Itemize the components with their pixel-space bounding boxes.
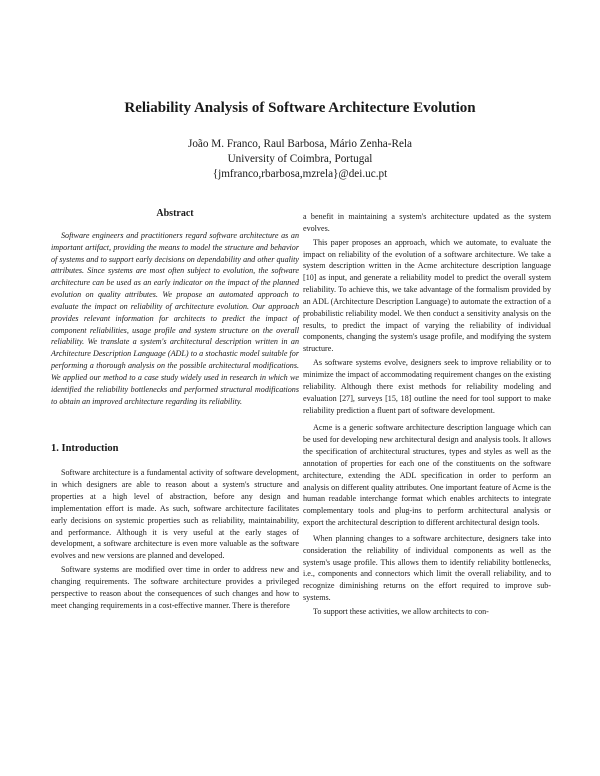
right-paragraph-5: To support these activities, we allow architects to con-	[313, 607, 489, 616]
abstract-heading: Abstract	[156, 208, 194, 219]
left-column	[51, 208, 299, 611]
right-paragraph-4: When planning changes to a software architecture, designers take into consideration the reliability of individual components as well as the system's usage profile. This allows them to identify reliability bottlenecks, i.e., components and connectors which limit the overall reliability, and to recognize diminishing returns on the effort required to improve sub-systems.	[303, 533, 551, 603]
abstract-text: Software engineers and practitioners regard software architecture as an important artifact, providing the means to model the structure and behavior of systems and to support early decisions on dependability and other quality attributes. Since systems are most often subject to evolution, the software architecture can be used as an early indicator on the impact of the planned evolution on quality attributes. We propose an automated approach to evaluate the impact on reliability of architecture evolution. Our approach provides relevant information for architects to predict the impact of component reliabilities, usage profile and system structure on the overall reliability. We translate a system's architectural description written in an Architecture Description Language (ADL) to a stochastic model suitable for performing a thorough analysis on the possible architectural modifications. We applied our method to a case study widely used in research in which we identified the reliability bottlenecks and performed structural modifications to obtain an improved architecture regarding its reliability.	[51, 230, 299, 406]
author-block	[0, 137, 600, 182]
right-paragraph-3: Acme is a generic software architecture description language which can be used for developing new architectural design and analysis tools. It allows the specification of architectural structures, types and styles as well as the annotation of properties for each one of the constituents on the software architecture, extending the ADL specification in order to perform an analysis on different quality attributes. One important feature of Acme is the human readable interchange format which enables architects to integrate complementary tools and plug-ins to perform architectural analysis or export the architectural description to different architectural design tools.	[303, 423, 551, 528]
introduction-heading: 1. Introduction	[51, 442, 119, 454]
right-paragraph-1: This paper proposes an approach, which we automate, to evaluate the impact on reliability of the evolution of a software architecture. We take a system description written in the Acme architecture description language [10] as input, and generate a reliability model to predict the overall system reliability. To achieve this, we take advantage of the formalism provided by an ADL (Architecture Description Language) to automate the extraction of a probabilistic reliability model. We then conduct a sensitivity analysis on the results, to predict the impact of varying the reliability of individual components, changing the system's usage profile, and modifying the system structure.	[303, 237, 551, 354]
paper-title: Reliability Analysis of Software Architecture Evolution	[124, 100, 476, 116]
intro-paragraph-1: Software architecture is a fundamental activity of software development, in which designers are able to reason about a system's structure and properties at a high level of abstraction, before any design and implementation effort is made. As such, software architecture facilitates early decisions on systemic properties such as reliability, maintainability, and performance. Although it is very useful at the early stages of development, a software architecture is even more valuable as the software evolves and new versions are planned and developed.	[51, 468, 299, 561]
right-paragraph-0: a benefit in maintaining a system's architecture updated as the system evolves.	[303, 212, 551, 233]
email: {jmfranco,rbarbosa,mzrela}@dei.uc.pt	[212, 168, 388, 180]
author-names: João M. Franco, Raul Barbosa, Mário Zenha-Rela	[187, 138, 412, 150]
affiliation: University of Coimbra, Portugal	[227, 153, 373, 165]
right-column	[303, 211, 551, 618]
right-paragraph-2: As software systems evolve, designers seek to improve reliability or to minimize the impact of accommodating requirement changes on the existing reliability. Although there exist methods for reliability modeling and evaluation [27], surveys [15, 18] outline the need for tool support to make reliability prediction a fluent part of software development.	[303, 358, 551, 415]
intro-paragraph-2: Software systems are modified over time in order to address new and changing requirements. The software architecture provides a privileged perspective to reason about the consequences of such changes and how to meet changing requirements in a cost-effective manner. There is therefore	[51, 565, 299, 610]
